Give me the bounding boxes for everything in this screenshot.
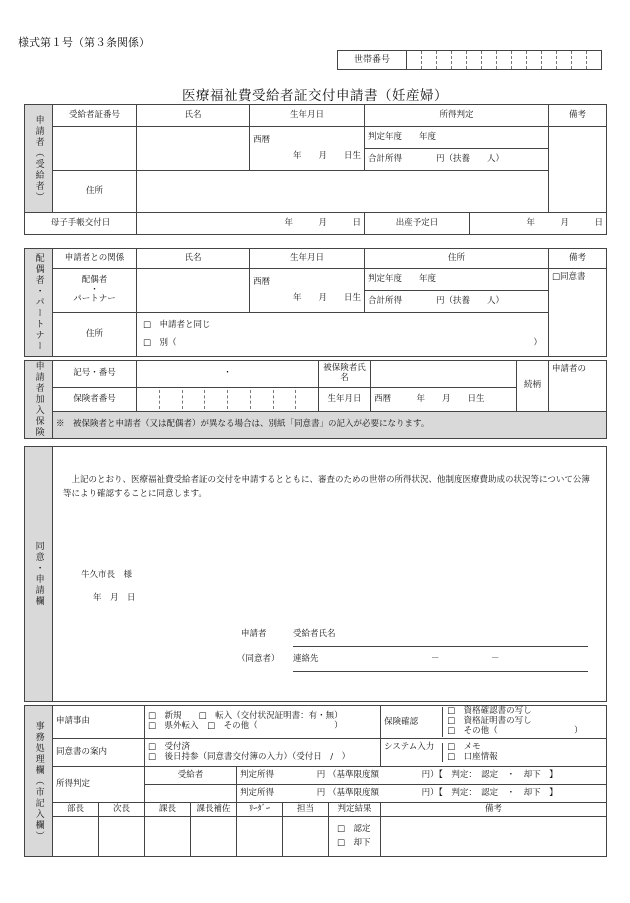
agreer-label: （同意者） (237, 654, 280, 664)
same-as-applicant-checkbox[interactable]: □ 申請者と同じ (143, 319, 211, 330)
address-label: 住所 (53, 171, 137, 213)
spouse-name-field[interactable] (137, 269, 250, 313)
applicant-name-field[interactable] (137, 127, 250, 171)
applicant-section (24, 104, 607, 235)
col-relation: 申請者との関係 (53, 249, 137, 269)
total-income: 合計所得 円（扶養 人） (365, 149, 549, 171)
birth-ymd: 年 月 日生 (293, 150, 362, 161)
approved-checkbox[interactable]: □ 認定 (337, 823, 371, 834)
office-section (24, 705, 607, 857)
spouse-ymd: 年 月 日生 (292, 292, 361, 303)
result-label: 判定結果 (329, 803, 381, 817)
due-label: 出産予定日 (365, 213, 470, 235)
recipient-name-field[interactable]: 受給者氏名 (293, 630, 588, 647)
consent-text: 上記のとおり、医療福祉費受給者証の交付を申請するとともに、審査のための世帯の所得状況、他制度医療費助成の状況等について公簿等により確認することに同意します。 (63, 475, 590, 500)
yen-2: 円 (316, 787, 326, 798)
stamp-1[interactable] (53, 817, 99, 857)
insured-birth-label: 生年月日 (319, 388, 371, 411)
relationship-label: 続柄 (517, 361, 549, 412)
staff-3: 課長 (145, 803, 191, 817)
office-section-label: 事務処理欄（市記入欄） (33, 720, 44, 842)
reason-label: 申請事由 (53, 706, 145, 739)
ins-copy1[interactable]: □ 資格確認書の写し (447, 706, 532, 716)
office-remarks-label: 備考 (381, 803, 607, 817)
system-input-label: システム入力 (384, 741, 435, 752)
reason-out-of-pref[interactable]: □ 県外転入 (148, 721, 199, 731)
insurance-section (24, 360, 607, 439)
insured-birth-field[interactable]: 西暦 年 月 日生 (371, 388, 517, 411)
judge-year: 判定年度 年度 (365, 127, 549, 149)
due-date-field[interactable]: 年 月 日 (470, 213, 607, 235)
applicant-of: 申請者の (549, 361, 607, 412)
symbol-number-label: 記号・番号 (53, 361, 137, 388)
staff-2: 次長 (99, 803, 145, 817)
insurer-number-label: 保険者番号 (53, 388, 137, 411)
spouse-section (24, 248, 607, 357)
cert-no-field[interactable] (53, 127, 137, 171)
memo-checkbox[interactable]: □ メモ (447, 741, 481, 752)
staff-5: ﾘｰﾀﾞｰ (237, 803, 283, 817)
page-title: 医療福祉費受給者証交付申請書（妊産婦） (182, 88, 448, 104)
insured-name-label: 被保険者氏名 (319, 361, 371, 388)
ins-check-label: 保険確認 (384, 717, 419, 727)
remarks-field[interactable] (549, 127, 607, 213)
later-checkbox[interactable]: □ 後日持参（同意書交付簿の入力）（受付日 / ） (148, 751, 351, 762)
stamp-2[interactable] (99, 817, 145, 857)
address-field[interactable] (137, 171, 549, 213)
spouse-address-label: 住所 (53, 313, 137, 357)
office-remarks-field[interactable] (381, 817, 607, 857)
rejected-checkbox[interactable]: □ 却下 (337, 837, 371, 848)
judge-1[interactable]: 円）【 判定： 認定 ・ 却下 】 (421, 769, 558, 780)
insurance-section-label: 申請者加入保険 (33, 361, 44, 438)
recipient-label: 受給者 (145, 767, 237, 785)
ins-copy2[interactable]: □ 資格証明書の写し (447, 715, 532, 726)
col-spouse-remarks: 備考 (549, 249, 607, 269)
col-spouse-name: 氏名 (137, 249, 250, 269)
stamp-5[interactable] (237, 817, 283, 857)
reason-new[interactable]: □ 新規 (148, 711, 182, 722)
reason-transfer-in[interactable]: □ 転入（交付状況証明書：有・無） (198, 711, 343, 722)
insurer-number-field[interactable] (137, 388, 319, 411)
applicant-birth-field[interactable] (250, 127, 365, 171)
symbol-number-field[interactable]: ・ (137, 361, 319, 388)
spouse-birth-field[interactable] (250, 269, 365, 313)
insured-name-field[interactable] (371, 361, 517, 388)
income-judge-label: 所得判定 (53, 767, 145, 803)
household-number-label: 世帯番号 (338, 51, 407, 69)
staff-6: 担当 (283, 803, 329, 817)
household-number-box[interactable] (337, 50, 602, 70)
mch-label: 母子手帳交付日 (25, 213, 137, 235)
other-address-checkbox[interactable]: □ 別（ (143, 337, 177, 348)
applicant-section-label: 申請者（受給者） (33, 114, 44, 203)
judged-income-label-1: 判定所得 (240, 769, 275, 780)
limit-2: （基準限度額 (327, 787, 379, 798)
consent-guide-label: 同意書の案内 (53, 739, 145, 767)
spouse-total-income: 合計所得 円（扶養 人） (368, 296, 505, 306)
consent-section-label: 同意・申請欄 (33, 541, 44, 607)
staff-1: 部長 (53, 803, 99, 817)
other-close: ） (533, 337, 542, 348)
insurance-note: ※ 被保険者と申請者（又は配偶者）が異なる場合は、別紙「同意書」の記入が必要になります。 (53, 411, 607, 438)
limit-1: （基準限度額 (327, 769, 379, 780)
judge-2[interactable]: 円）【 判定： 認定 ・ 却下 】 (421, 787, 558, 798)
received-checkbox[interactable]: □ 受付済 (148, 741, 191, 752)
spouse-era: 西暦 (253, 276, 271, 287)
yen-1: 円 (316, 769, 326, 780)
applicant-label: 申請者 (241, 629, 267, 639)
bank-info-checkbox[interactable]: □ 口座情報 (447, 751, 498, 762)
ins-other[interactable]: □ その他（ ） (447, 725, 583, 736)
col-spouse-birth: 生年月日 (250, 249, 365, 269)
reason-other[interactable]: □ その他（ ） (207, 721, 343, 731)
col-remarks: 備考 (549, 105, 607, 127)
contact-field[interactable]: 連絡先 (293, 655, 588, 672)
col-spouse-address: 住所 (365, 249, 549, 269)
col-birth: 生年月日 (250, 105, 365, 127)
mayor-address: 牛久市長 様 (81, 570, 133, 580)
mch-date-field[interactable]: 年 月 日 (137, 213, 365, 235)
col-income: 所得判定 (365, 105, 549, 127)
col-name: 氏名 (137, 105, 250, 127)
consent-doc-checkbox[interactable]: □同意書 (549, 269, 607, 357)
stamp-4[interactable] (191, 817, 237, 857)
judged-income-label-2: 判定所得 (240, 787, 275, 798)
form-number: 様式第１号（第３条関係） (18, 36, 150, 49)
spouse-section-label: 配偶者・パートナー (33, 253, 44, 352)
stamp-3[interactable] (145, 817, 191, 857)
spouse-judge-year: 判定年度 年度 (365, 269, 548, 291)
col-cert-no: 受給者証番号 (53, 105, 137, 127)
consent-section (24, 446, 607, 702)
contact-dash-2: － (491, 654, 500, 664)
stamp-6[interactable] (283, 817, 329, 857)
contact-dash-1: － (431, 654, 440, 664)
era-label: 西暦 (253, 134, 271, 145)
staff-4: 課長補佐 (191, 803, 237, 817)
consent-date[interactable]: 年 月 日 (93, 593, 136, 603)
relation-value: 配偶者 ・ パートナー (53, 269, 137, 313)
